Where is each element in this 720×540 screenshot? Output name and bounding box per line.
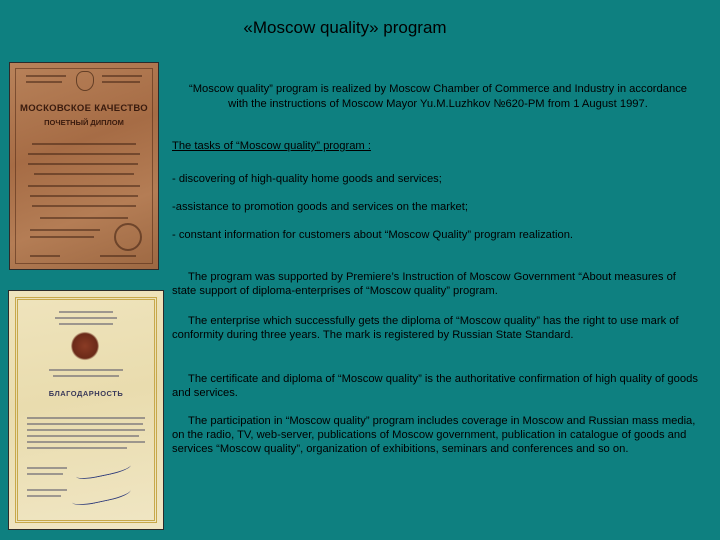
diploma-image <box>9 62 159 270</box>
stamp-icon <box>114 223 142 251</box>
intro-text: “Moscow quality” program is realized by Moscow Chamber of Commerce and Industry in accordance with the instructions of Moscow Mayor Yu.M.Luzhkov №620-PM from 1 August 1997. <box>188 83 688 110</box>
paragraph: The certificate and diploma of “Moscow quality” is the authoritative confirmation of high quality of goods and services. <box>172 373 698 399</box>
task-item: - discovering of high-quality home goods and services; <box>172 173 442 185</box>
paragraph: The enterprise which successfully gets the diploma of “Moscow quality” has the right to use mark of conformity during three years. The mark is registered by Russian State Standard. <box>172 315 679 341</box>
diploma-subheading: ПОЧЕТНЫЙ ДИПЛОМ <box>44 118 124 127</box>
task-item: - constant information for customers about “Moscow Quality” program realization. <box>172 229 574 241</box>
slide-title: «Moscow quality» program <box>243 18 447 37</box>
emblem-icon <box>71 331 99 361</box>
tasks-heading: The tasks of “Moscow quality” program : <box>172 140 371 152</box>
paragraph: The program was supported by Premiere’s Instruction of Moscow Government “About measures of state support of diploma-enterprises of “Moscow quality” program. <box>172 271 676 297</box>
paragraph: The participation in “Moscow quality” program includes coverage in Moscow and Russian mass media, on the radio, TV, web-server, publications of Moscow government, publication in catalogue of goods and services “Moscow quality”, organization of exhibitions, seminars and conferences and so on. <box>172 415 696 455</box>
emblem-icon <box>76 71 94 91</box>
certificate-heading: БЛАГОДАРНОСТЬ <box>48 389 124 398</box>
diploma-heading: МОСКОВСКОЕ КАЧЕСТВО <box>20 103 148 114</box>
certificate-image <box>8 290 164 530</box>
task-item: -assistance to promotion goods and services on the market; <box>172 201 468 213</box>
